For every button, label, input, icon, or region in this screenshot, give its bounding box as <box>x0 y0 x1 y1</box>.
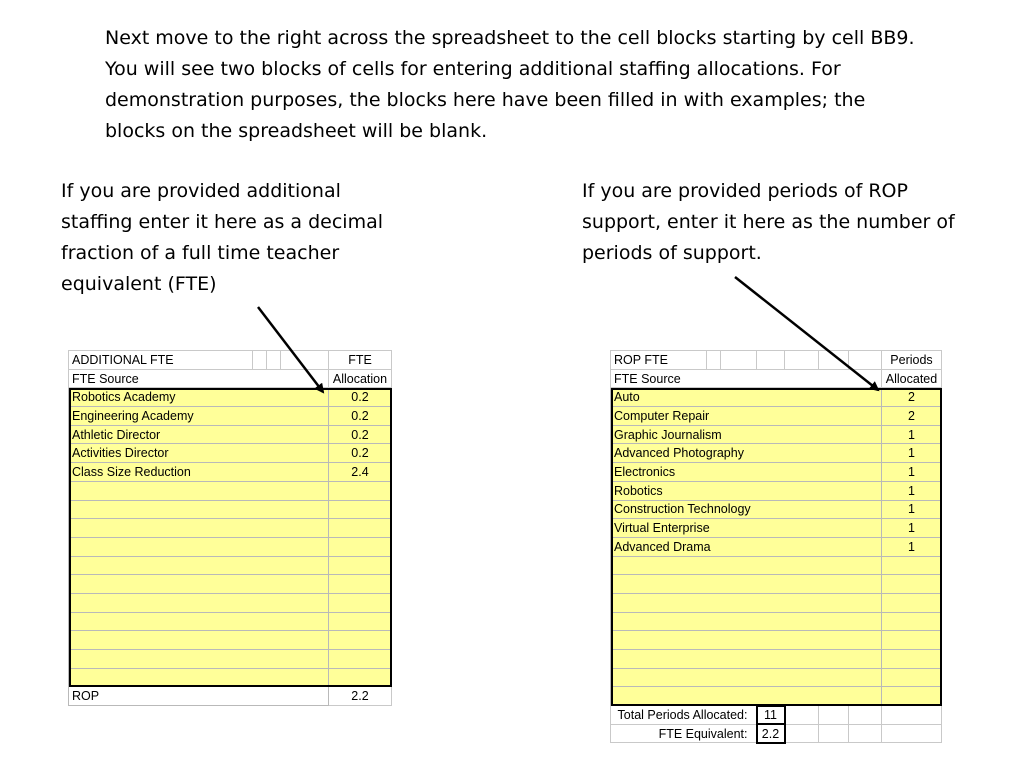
fte-instruction-note: If you are provided additional staffing enter it here as a decimal fraction of a full time teacher equivalent (FTE) <box>61 180 384 295</box>
rop-entry-row <box>611 631 942 650</box>
rop-entry-row <box>611 668 942 687</box>
fte-entry-row <box>69 444 392 463</box>
fte-source-cell[interactable]: Class Size Reduction <box>69 463 329 482</box>
rop-value-cell[interactable]: 2 <box>882 388 942 407</box>
fte-value-cell[interactable] <box>329 500 392 519</box>
fte-source-header: FTE Source <box>69 369 329 388</box>
rop-subheader-row <box>611 369 942 388</box>
rop-source-cell[interactable] <box>611 575 882 594</box>
fte-value-cell[interactable]: 0.2 <box>329 425 392 444</box>
fte-source-cell[interactable] <box>69 556 329 575</box>
rop-source-cell[interactable]: Robotics <box>611 481 882 500</box>
fte-header-value: FTE <box>329 351 392 370</box>
rop-source-cell[interactable] <box>611 687 882 706</box>
rop-source-cell[interactable] <box>611 668 882 687</box>
rop-fte-table <box>610 350 942 744</box>
empty-cell <box>281 351 329 370</box>
rop-value-cell[interactable]: 1 <box>882 519 942 538</box>
fte-source-cell[interactable] <box>69 519 329 538</box>
rop-allocated-header: Allocated <box>882 369 942 388</box>
rop-source-cell[interactable] <box>611 631 882 650</box>
fte-allocation-header: Allocation <box>329 369 392 388</box>
fte-value-cell[interactable] <box>329 519 392 538</box>
rop-source-cell[interactable]: Electronics <box>611 463 882 482</box>
fte-entry-row <box>69 575 392 594</box>
fte-source-cell[interactable] <box>69 575 329 594</box>
fte-source-cell[interactable] <box>69 481 329 500</box>
rop-entry-row <box>611 687 942 706</box>
intro-paragraph: Next move to the right across the spreadsheet to the cell blocks starting by cell BB9. You will see two blocks of cells for entering additional staffing allocations. For demonstration purposes, the blocks here have been filled in with examples; the blocks on the spreadsheet will be blank. <box>105 27 915 142</box>
total-periods-row <box>611 706 942 725</box>
fte-value-cell[interactable] <box>329 668 392 687</box>
fte-source-cell[interactable] <box>69 593 329 612</box>
fte-equivalent-row <box>611 724 942 743</box>
rop-entry-row <box>611 519 942 538</box>
fte-header-title: ADDITIONAL FTE <box>69 351 253 370</box>
rop-entry-row <box>611 388 942 407</box>
rop-value-cell[interactable] <box>882 556 942 575</box>
fte-source-cell[interactable] <box>69 612 329 631</box>
rop-value-cell[interactable] <box>882 650 942 669</box>
rop-header-title: ROP FTE <box>611 351 707 370</box>
rop-instruction-note: If you are provided periods of ROP support, enter it here as the number of periods of support. <box>582 180 955 264</box>
rop-value-cell[interactable] <box>882 668 942 687</box>
fte-source-cell[interactable] <box>69 537 329 556</box>
empty-cell <box>849 351 882 370</box>
rop-entry-row <box>611 407 942 426</box>
fte-value-cell[interactable] <box>329 537 392 556</box>
fte-source-cell[interactable]: Activities Director <box>69 444 329 463</box>
empty-cell <box>849 706 882 725</box>
rop-source-cell[interactable]: Auto <box>611 388 882 407</box>
fte-value-cell[interactable]: 0.2 <box>329 444 392 463</box>
rop-value-cell[interactable] <box>882 687 942 706</box>
fte-entry-row <box>69 481 392 500</box>
fte-entry-row <box>69 631 392 650</box>
empty-cell <box>819 724 849 743</box>
empty-cell <box>819 351 849 370</box>
rop-entry-row <box>611 463 942 482</box>
total-periods-value: 11 <box>757 706 785 725</box>
fte-entry-row <box>69 500 392 519</box>
fte-entry-row <box>69 668 392 687</box>
rop-value-cell: 2.2 <box>329 687 392 706</box>
fte-value-cell[interactable] <box>329 575 392 594</box>
fte-entry-row <box>69 519 392 538</box>
fte-entry-row <box>69 556 392 575</box>
fte-source-cell[interactable] <box>69 668 329 687</box>
rop-value-cell[interactable]: 1 <box>882 463 942 482</box>
rop-label-cell: ROP <box>69 687 329 706</box>
rop-source-header: FTE Source <box>611 369 882 388</box>
rop-value-cell[interactable] <box>882 631 942 650</box>
fte-value-cell[interactable] <box>329 556 392 575</box>
rop-header-row <box>611 351 942 370</box>
fte-entry-row <box>69 463 392 482</box>
rop-value-cell[interactable]: 1 <box>882 500 942 519</box>
fte-source-cell[interactable] <box>69 650 329 669</box>
fte-source-cell[interactable]: Engineering Academy <box>69 407 329 426</box>
rop-value-cell[interactable]: 1 <box>882 537 942 556</box>
rop-entry-row <box>611 537 942 556</box>
fte-entry-row <box>69 407 392 426</box>
empty-cell <box>267 351 281 370</box>
empty-cell <box>785 706 819 725</box>
fte-value-cell[interactable]: 2.4 <box>329 463 392 482</box>
fte-subheader-row <box>69 369 392 388</box>
rop-source-cell[interactable] <box>611 612 882 631</box>
additional-fte-table <box>68 350 392 706</box>
rop-source-cell[interactable] <box>611 593 882 612</box>
empty-cell <box>785 724 819 743</box>
rop-source-cell[interactable]: Construction Technology <box>611 500 882 519</box>
fte-entry-row <box>69 425 392 444</box>
fte-header-row <box>69 351 392 370</box>
rop-source-cell[interactable]: Computer Repair <box>611 407 882 426</box>
fte-value-cell[interactable] <box>329 650 392 669</box>
rop-entry-row <box>611 650 942 669</box>
rop-entry-row <box>611 425 942 444</box>
rop-source-cell[interactable]: Virtual Enterprise <box>611 519 882 538</box>
empty-cell <box>819 706 849 725</box>
fte-entry-row <box>69 612 392 631</box>
empty-cell <box>707 351 721 370</box>
empty-cell <box>721 351 757 370</box>
empty-cell <box>253 351 267 370</box>
rop-entry-row <box>611 593 942 612</box>
rop-source-cell[interactable]: Graphic Journalism <box>611 425 882 444</box>
empty-cell <box>882 706 942 725</box>
rop-value-cell[interactable]: 1 <box>882 425 942 444</box>
empty-cell <box>849 724 882 743</box>
fte-value-cell[interactable] <box>329 481 392 500</box>
rop-entry-row <box>611 612 942 631</box>
rop-source-cell[interactable] <box>611 556 882 575</box>
rop-entry-row <box>611 481 942 500</box>
fte-equivalent-label: FTE Equivalent: <box>611 724 757 743</box>
fte-value-cell[interactable] <box>329 612 392 631</box>
total-periods-label: Total Periods Allocated: <box>611 706 757 725</box>
fte-source-cell[interactable]: Robotics Academy <box>69 388 329 407</box>
fte-source-cell[interactable]: Athletic Director <box>69 425 329 444</box>
fte-value-cell[interactable] <box>329 593 392 612</box>
rop-header-value: Periods <box>882 351 942 370</box>
fte-value-cell[interactable]: 0.2 <box>329 388 392 407</box>
rop-value-cell[interactable]: 2 <box>882 407 942 426</box>
rop-entry-row <box>611 575 942 594</box>
empty-cell <box>785 351 819 370</box>
rop-entry-row <box>611 500 942 519</box>
fte-rop-row <box>69 687 392 706</box>
rop-source-cell[interactable] <box>611 650 882 669</box>
rop-value-cell[interactable] <box>882 575 942 594</box>
fte-value-cell[interactable] <box>329 631 392 650</box>
rop-value-cell[interactable] <box>882 593 942 612</box>
empty-cell <box>757 351 785 370</box>
fte-entry-row <box>69 593 392 612</box>
fte-value-cell[interactable]: 0.2 <box>329 407 392 426</box>
fte-entry-row <box>69 388 392 407</box>
rop-value-cell[interactable] <box>882 612 942 631</box>
fte-source-cell[interactable] <box>69 500 329 519</box>
fte-equivalent-value: 2.2 <box>757 724 785 743</box>
rop-source-cell[interactable]: Advanced Photography <box>611 444 882 463</box>
empty-cell <box>882 724 942 743</box>
fte-entry-row <box>69 537 392 556</box>
fte-source-cell[interactable] <box>69 631 329 650</box>
rop-source-cell[interactable]: Advanced Drama <box>611 537 882 556</box>
rop-value-cell[interactable]: 1 <box>882 444 942 463</box>
fte-entry-row <box>69 650 392 669</box>
rop-entry-row <box>611 444 942 463</box>
rop-entry-row <box>611 556 942 575</box>
rop-value-cell[interactable]: 1 <box>882 481 942 500</box>
